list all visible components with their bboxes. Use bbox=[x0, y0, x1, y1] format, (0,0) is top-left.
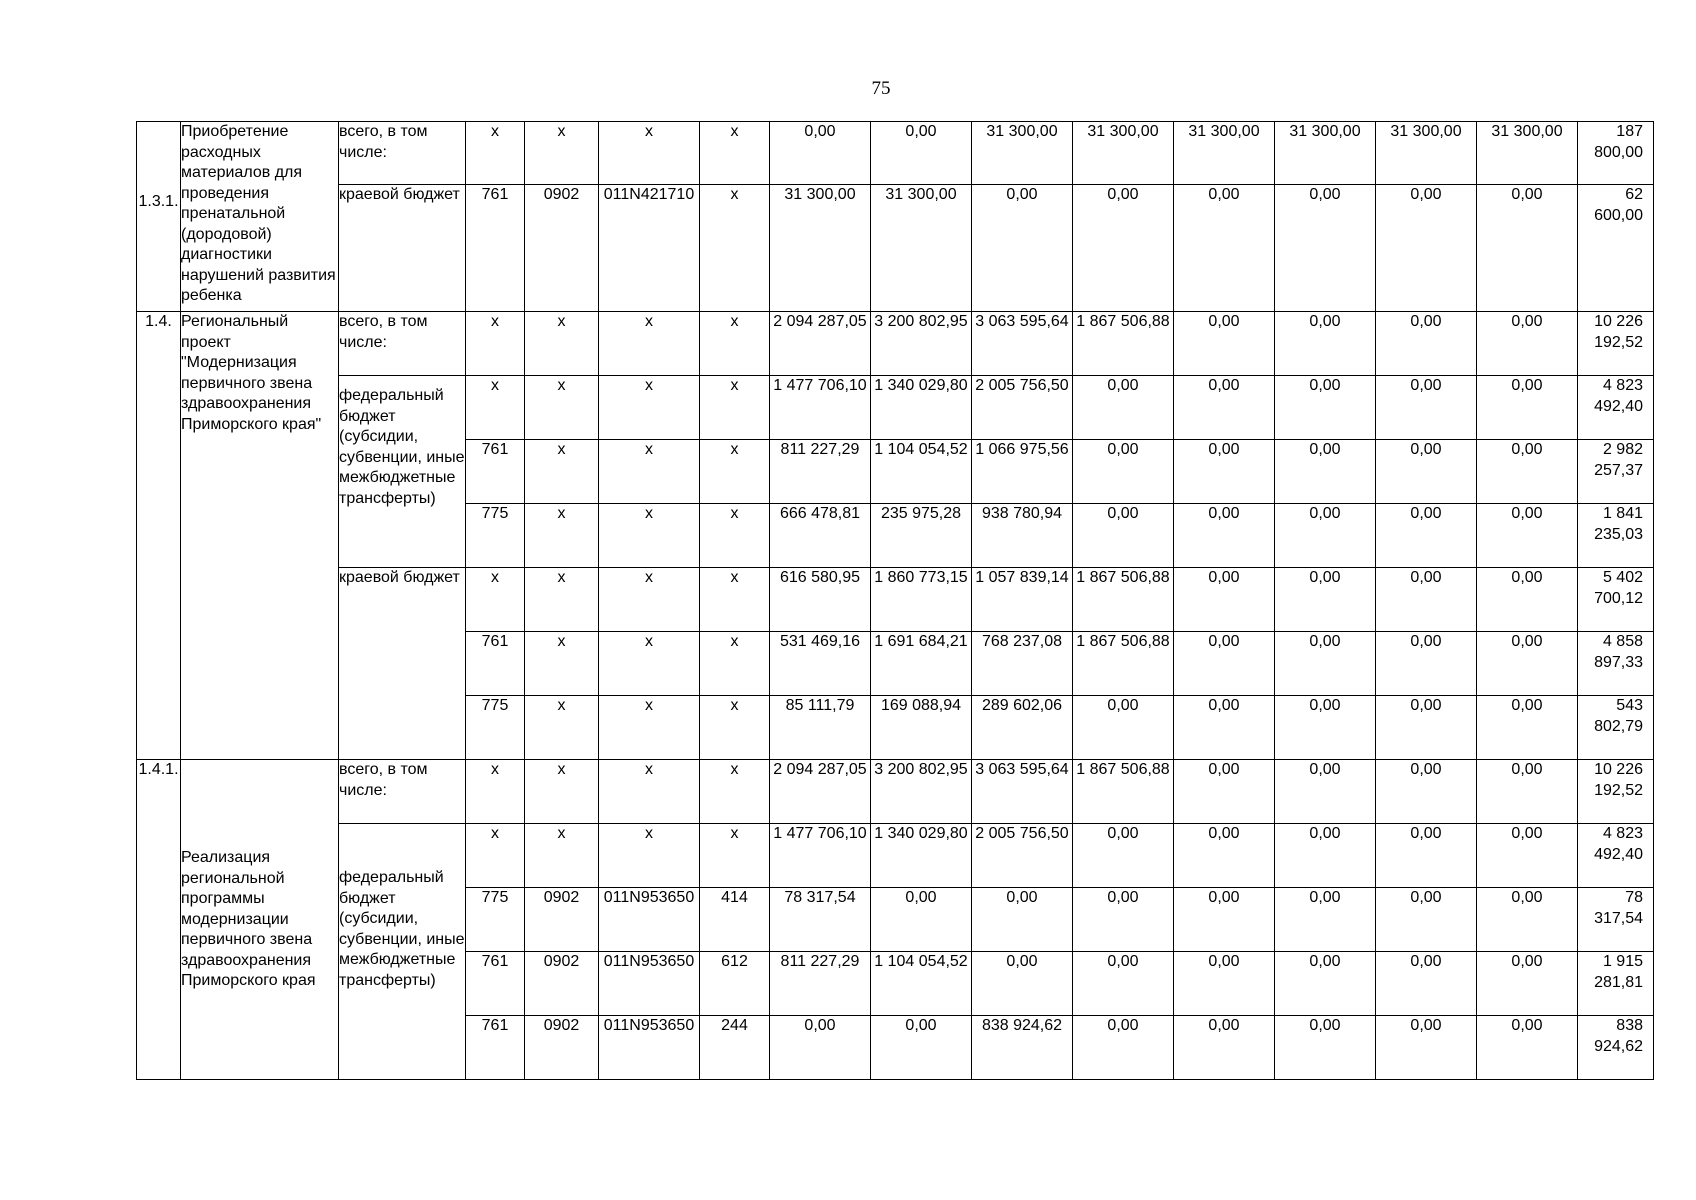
code-cell: x bbox=[599, 376, 700, 440]
code-cell: x bbox=[525, 376, 599, 440]
code-cell: x bbox=[700, 376, 770, 440]
table-row bbox=[137, 568, 1654, 632]
amount-cell: 0,00 bbox=[871, 888, 972, 952]
amount-cell: 0,00 bbox=[871, 122, 972, 185]
amount-cell: 0,00 bbox=[1174, 696, 1275, 760]
amount-cell: 0,00 bbox=[1174, 952, 1275, 1016]
code-cell: x bbox=[700, 760, 770, 824]
amount-cell: 0,00 bbox=[1174, 504, 1275, 568]
funding-source: федеральный бюджет (субсидии, субвенции, иные межбюджетные трансферты) bbox=[339, 376, 466, 568]
amount-cell: 0,00 bbox=[1376, 696, 1477, 760]
amount-cell: 31 300,00 bbox=[1376, 122, 1477, 185]
code-cell: x bbox=[700, 696, 770, 760]
amount-cell: 2 005 756,50 bbox=[972, 824, 1073, 888]
code-cell: x bbox=[700, 122, 770, 185]
amount-cell: 289 602,06 bbox=[972, 696, 1073, 760]
amount-cell: 0,00 bbox=[1275, 185, 1376, 312]
code-cell: x bbox=[599, 824, 700, 888]
amount-cell: 768 237,08 bbox=[972, 632, 1073, 696]
row-index: 1.4. bbox=[137, 312, 181, 760]
amount-cell: 31 300,00 bbox=[972, 122, 1073, 185]
amount-cell: 0,00 bbox=[1376, 440, 1477, 504]
amount-cell: 1 867 506,88 bbox=[1073, 568, 1174, 632]
code-cell: x bbox=[525, 122, 599, 185]
amount-cell: 0,00 bbox=[1376, 952, 1477, 1016]
amount-cell: 0,00 bbox=[1174, 888, 1275, 952]
amount-cell: 10 226 192,52 bbox=[1578, 312, 1654, 376]
code-cell: x bbox=[599, 760, 700, 824]
amount-cell: 838 924,62 bbox=[972, 1016, 1073, 1080]
amount-cell: 0,00 bbox=[1477, 568, 1578, 632]
code-cell: x bbox=[599, 312, 700, 376]
amount-cell: 0,00 bbox=[1477, 1016, 1578, 1080]
amount-cell: 1 915 281,81 bbox=[1578, 952, 1654, 1016]
amount-cell: 235 975,28 bbox=[871, 504, 972, 568]
amount-cell: 0,00 bbox=[871, 1016, 972, 1080]
measure-name: Реализация региональной программы модернизации первичного звена здравоохранения Приморского края bbox=[181, 760, 339, 1080]
amount-cell: 0,00 bbox=[1174, 376, 1275, 440]
code-cell: 011N953650 bbox=[599, 888, 700, 952]
amount-cell: 1 867 506,88 bbox=[1073, 632, 1174, 696]
code-cell: 612 bbox=[700, 952, 770, 1016]
amount-cell: 0,00 bbox=[1376, 824, 1477, 888]
amount-cell: 0,00 bbox=[1275, 312, 1376, 376]
amount-cell: 0,00 bbox=[1174, 632, 1275, 696]
amount-cell: 0,00 bbox=[1275, 1016, 1376, 1080]
amount-cell: 4 823 492,40 bbox=[1578, 376, 1654, 440]
code-cell: x bbox=[700, 312, 770, 376]
code-cell: x bbox=[466, 122, 525, 185]
budget-table bbox=[136, 121, 1654, 1080]
amount-cell: 1 841 235,03 bbox=[1578, 504, 1654, 568]
amount-cell: 85 111,79 bbox=[770, 696, 871, 760]
amount-cell: 0,00 bbox=[1275, 696, 1376, 760]
amount-cell: 3 200 802,95 bbox=[871, 312, 972, 376]
amount-cell: 0,00 bbox=[1073, 440, 1174, 504]
funding-source: краевой бюджет bbox=[339, 185, 466, 312]
code-cell: x bbox=[525, 568, 599, 632]
code-cell: x bbox=[525, 504, 599, 568]
amount-cell: 0,00 bbox=[1376, 376, 1477, 440]
amount-cell: 1 057 839,14 bbox=[972, 568, 1073, 632]
amount-cell: 0,00 bbox=[1275, 632, 1376, 696]
funding-source: всего, в том числе: bbox=[339, 122, 466, 185]
amount-cell: 31 300,00 bbox=[1477, 122, 1578, 185]
amount-cell: 0,00 bbox=[972, 952, 1073, 1016]
amount-cell: 1 867 506,88 bbox=[1073, 312, 1174, 376]
code-cell: x bbox=[525, 440, 599, 504]
amount-cell: 0,00 bbox=[770, 122, 871, 185]
amount-cell: 838 924,62 bbox=[1578, 1016, 1654, 1080]
funding-source: краевой бюджет bbox=[339, 568, 466, 760]
table-row bbox=[137, 312, 1654, 376]
code-cell: x bbox=[700, 185, 770, 312]
code-cell: 761 bbox=[466, 632, 525, 696]
row-index: 1.3.1. bbox=[137, 122, 181, 312]
amount-cell: 0,00 bbox=[1073, 696, 1174, 760]
code-cell: x bbox=[466, 312, 525, 376]
amount-cell: 0,00 bbox=[1275, 568, 1376, 632]
amount-cell: 1 867 506,88 bbox=[1073, 760, 1174, 824]
amount-cell: 0,00 bbox=[1275, 888, 1376, 952]
code-cell: x bbox=[700, 632, 770, 696]
amount-cell: 811 227,29 bbox=[770, 440, 871, 504]
amount-cell: 0,00 bbox=[770, 1016, 871, 1080]
amount-cell: 78 317,54 bbox=[770, 888, 871, 952]
table-row bbox=[137, 122, 1654, 185]
table-row bbox=[137, 824, 1654, 888]
amount-cell: 0,00 bbox=[1477, 504, 1578, 568]
amount-cell: 0,00 bbox=[1477, 760, 1578, 824]
amount-cell: 1 477 706,10 bbox=[770, 376, 871, 440]
table-row bbox=[137, 760, 1654, 824]
amount-cell: 0,00 bbox=[1477, 440, 1578, 504]
code-cell: 414 bbox=[700, 888, 770, 952]
amount-cell: 0,00 bbox=[972, 888, 1073, 952]
code-cell: 0902 bbox=[525, 888, 599, 952]
amount-cell: 4 858 897,33 bbox=[1578, 632, 1654, 696]
amount-cell: 3 063 595,64 bbox=[972, 760, 1073, 824]
amount-cell: 0,00 bbox=[1477, 952, 1578, 1016]
amount-cell: 0,00 bbox=[1174, 568, 1275, 632]
code-cell: x bbox=[525, 696, 599, 760]
amount-cell: 31 300,00 bbox=[1174, 122, 1275, 185]
amount-cell: 31 300,00 bbox=[871, 185, 972, 312]
amount-cell: 0,00 bbox=[1376, 312, 1477, 376]
amount-cell: 0,00 bbox=[1275, 760, 1376, 824]
amount-cell: 666 478,81 bbox=[770, 504, 871, 568]
amount-cell: 5 402 700,12 bbox=[1578, 568, 1654, 632]
amount-cell: 1 477 706,10 bbox=[770, 824, 871, 888]
amount-cell: 169 088,94 bbox=[871, 696, 972, 760]
code-cell: x bbox=[466, 376, 525, 440]
code-cell: x bbox=[599, 440, 700, 504]
measure-name: Региональный проект "Модернизация первичного звена здравоохранения Приморского края" bbox=[181, 312, 339, 760]
amount-cell: 2 005 756,50 bbox=[972, 376, 1073, 440]
amount-cell: 4 823 492,40 bbox=[1578, 824, 1654, 888]
amount-cell: 0,00 bbox=[1477, 312, 1578, 376]
amount-cell: 1 340 029,80 bbox=[871, 824, 972, 888]
code-cell: x bbox=[700, 440, 770, 504]
code-cell: 0902 bbox=[525, 952, 599, 1016]
code-cell: 761 bbox=[466, 185, 525, 312]
code-cell: x bbox=[700, 504, 770, 568]
code-cell: x bbox=[599, 122, 700, 185]
code-cell: x bbox=[599, 504, 700, 568]
row-index: 1.4.1. bbox=[137, 760, 181, 1080]
amount-cell: 543 802,79 bbox=[1578, 696, 1654, 760]
amount-cell: 616 580,95 bbox=[770, 568, 871, 632]
code-cell: x bbox=[599, 568, 700, 632]
amount-cell: 0,00 bbox=[1073, 185, 1174, 312]
page-number: 75 bbox=[871, 78, 891, 99]
amount-cell: 0,00 bbox=[1275, 440, 1376, 504]
code-cell: 011N953650 bbox=[599, 1016, 700, 1080]
amount-cell: 0,00 bbox=[1376, 1016, 1477, 1080]
amount-cell: 811 227,29 bbox=[770, 952, 871, 1016]
amount-cell: 0,00 bbox=[972, 185, 1073, 312]
amount-cell: 3 200 802,95 bbox=[871, 760, 972, 824]
amount-cell: 0,00 bbox=[1376, 760, 1477, 824]
amount-cell: 1 860 773,15 bbox=[871, 568, 972, 632]
code-cell: 761 bbox=[466, 440, 525, 504]
amount-cell: 31 300,00 bbox=[1275, 122, 1376, 185]
code-cell: 761 bbox=[466, 952, 525, 1016]
amount-cell: 0,00 bbox=[1073, 504, 1174, 568]
code-cell: 0902 bbox=[525, 185, 599, 312]
funding-source: всего, в том числе: bbox=[339, 312, 466, 376]
amount-cell: 0,00 bbox=[1275, 376, 1376, 440]
amount-cell: 0,00 bbox=[1477, 824, 1578, 888]
table-row bbox=[137, 185, 1654, 312]
amount-cell: 62 600,00 bbox=[1578, 185, 1654, 312]
amount-cell: 0,00 bbox=[1174, 312, 1275, 376]
code-cell: 761 bbox=[466, 1016, 525, 1080]
amount-cell: 1 691 684,21 bbox=[871, 632, 972, 696]
amount-cell: 531 469,16 bbox=[770, 632, 871, 696]
amount-cell: 0,00 bbox=[1174, 185, 1275, 312]
code-cell: 244 bbox=[700, 1016, 770, 1080]
amount-cell: 0,00 bbox=[1477, 888, 1578, 952]
code-cell: x bbox=[525, 312, 599, 376]
amount-cell: 2 094 287,05 bbox=[770, 312, 871, 376]
amount-cell: 0,00 bbox=[1073, 376, 1174, 440]
amount-cell: 0,00 bbox=[1174, 440, 1275, 504]
amount-cell: 31 300,00 bbox=[770, 185, 871, 312]
table-row bbox=[137, 376, 1654, 440]
code-cell: x bbox=[700, 568, 770, 632]
amount-cell: 0,00 bbox=[1376, 568, 1477, 632]
code-cell: 775 bbox=[466, 888, 525, 952]
amount-cell: 1 104 054,52 bbox=[871, 440, 972, 504]
amount-cell: 187 800,00 bbox=[1578, 122, 1654, 185]
amount-cell: 0,00 bbox=[1174, 760, 1275, 824]
measure-name: Приобретение расходных материалов для проведения пренатальной (дородовой) диагностики нарушений развития ребенка bbox=[181, 122, 339, 312]
amount-cell: 2 982 257,37 bbox=[1578, 440, 1654, 504]
code-cell: x bbox=[599, 696, 700, 760]
amount-cell: 3 063 595,64 bbox=[972, 312, 1073, 376]
amount-cell: 0,00 bbox=[1376, 185, 1477, 312]
amount-cell: 0,00 bbox=[1477, 632, 1578, 696]
code-cell: 011N953650 bbox=[599, 952, 700, 1016]
amount-cell: 0,00 bbox=[1477, 696, 1578, 760]
code-cell: 775 bbox=[466, 696, 525, 760]
amount-cell: 0,00 bbox=[1376, 632, 1477, 696]
amount-cell: 0,00 bbox=[1073, 888, 1174, 952]
code-cell: x bbox=[466, 760, 525, 824]
code-cell: x bbox=[466, 824, 525, 888]
amount-cell: 0,00 bbox=[1073, 1016, 1174, 1080]
code-cell: 011N421710 bbox=[599, 185, 700, 312]
code-cell: 775 bbox=[466, 504, 525, 568]
amount-cell: 0,00 bbox=[1174, 824, 1275, 888]
code-cell: 0902 bbox=[525, 1016, 599, 1080]
amount-cell: 10 226 192,52 bbox=[1578, 760, 1654, 824]
amount-cell: 0,00 bbox=[1275, 952, 1376, 1016]
amount-cell: 2 094 287,05 bbox=[770, 760, 871, 824]
code-cell: x bbox=[525, 824, 599, 888]
amount-cell: 0,00 bbox=[1477, 185, 1578, 312]
code-cell: x bbox=[599, 632, 700, 696]
amount-cell: 0,00 bbox=[1376, 888, 1477, 952]
amount-cell: 0,00 bbox=[1275, 824, 1376, 888]
code-cell: x bbox=[466, 568, 525, 632]
amount-cell: 0,00 bbox=[1477, 376, 1578, 440]
amount-cell: 0,00 bbox=[1376, 504, 1477, 568]
code-cell: x bbox=[700, 824, 770, 888]
amount-cell: 938 780,94 bbox=[972, 504, 1073, 568]
code-cell: x bbox=[525, 632, 599, 696]
amount-cell: 1 066 975,56 bbox=[972, 440, 1073, 504]
code-cell: x bbox=[525, 760, 599, 824]
amount-cell: 0,00 bbox=[1073, 952, 1174, 1016]
amount-cell: 0,00 bbox=[1174, 1016, 1275, 1080]
funding-source: федеральный бюджет (субсидии, субвенции, иные межбюджетные трансферты) bbox=[339, 824, 466, 1080]
amount-cell: 1 104 054,52 bbox=[871, 952, 972, 1016]
amount-cell: 0,00 bbox=[1275, 504, 1376, 568]
amount-cell: 0,00 bbox=[1073, 824, 1174, 888]
funding-source: всего, в том числе: bbox=[339, 760, 466, 824]
amount-cell: 1 340 029,80 bbox=[871, 376, 972, 440]
amount-cell: 78 317,54 bbox=[1578, 888, 1654, 952]
amount-cell: 31 300,00 bbox=[1073, 122, 1174, 185]
